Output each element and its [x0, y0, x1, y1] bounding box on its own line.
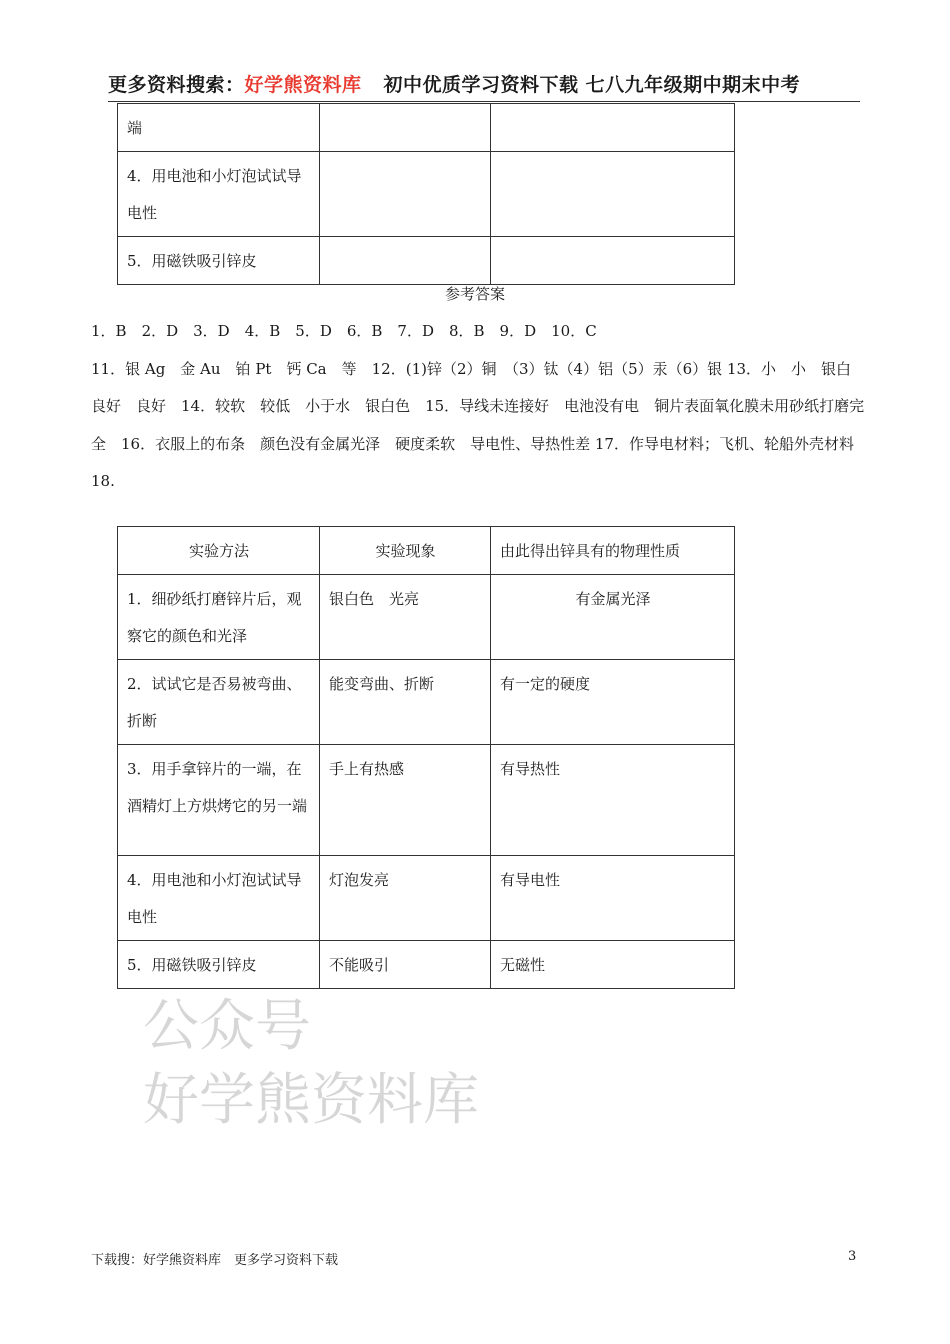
header-tagline: 初中优质学习资料下载 七八九年级期中期末中考: [383, 74, 801, 96]
header-search-label: 更多资料搜索：: [108, 74, 245, 96]
table-header-row: [118, 527, 735, 575]
page-number: 3: [848, 1249, 857, 1264]
table-cell: 4．用电池和小灯泡试试导电性: [118, 856, 320, 941]
table-row: [118, 104, 735, 152]
table-cell: 有导电性: [491, 856, 735, 941]
table-cell: 3．用手拿锌片的一端，在酒精灯上方烘烤它的另一端: [118, 745, 320, 856]
table-cell: [491, 237, 735, 285]
table-cell: [320, 237, 491, 285]
page-header: [108, 70, 860, 97]
table-cell: 2．试试它是否易被弯曲、折断: [118, 660, 320, 745]
table-cell: 有导热性: [491, 745, 735, 856]
table-cell: 5．用磁铁吸引锌皮: [118, 237, 320, 285]
table-row: [118, 941, 735, 989]
table-row: [118, 152, 735, 237]
answer-line: 18.: [91, 472, 115, 490]
table-header-cell: 实验方法: [118, 527, 320, 575]
table-header-cell: 实验现象: [320, 527, 491, 575]
table-cell: 端: [118, 104, 320, 152]
table-header-cell: 由此得出锌具有的物理性质: [491, 527, 735, 575]
table-cell: 有一定的硬度: [491, 660, 735, 745]
table-cell: 5．用磁铁吸引锌皮: [118, 941, 320, 989]
table-cell: [491, 152, 735, 237]
table-row: [118, 856, 735, 941]
table-cell: 能变弯曲、折断: [320, 660, 491, 745]
answers-body: [91, 313, 866, 501]
table-cell: [320, 104, 491, 152]
answers-title: 参考答案: [444, 285, 505, 303]
table-cell: 无磁性: [491, 941, 735, 989]
table-row: [118, 660, 735, 745]
header-divider: [108, 101, 860, 102]
table-cell: [491, 104, 735, 152]
watermark-line: 公众号: [143, 994, 311, 1059]
table-cell: 有金属光泽: [491, 575, 735, 660]
answer-line: 11．银 Ag 金 Au 铂 Pt 钙 Ca 等 12．(1)锌（2）铜 （3）钛（4）铝（5）汞（6）银 13．小 小 银白 良好 良好 14．较软 较低 小于水 银白色 15．导线未连接好 电池没有电 铜片表面氧化膜未用砂纸打磨完全 16．衣服上的布条 颜色没有金属光泽 硬度柔软 导电性、导热性差 17．作导电材料；飞机、轮船外壳材料: [91, 359, 867, 453]
header-brand: 好学熊资料库: [244, 74, 362, 96]
continued-table: [117, 103, 735, 285]
table-cell: 4．用电池和小灯泡试试导电性: [118, 152, 320, 237]
table-cell: 银白色 光亮: [320, 575, 491, 660]
table-cell: 不能吸引: [320, 941, 491, 989]
table-row: [118, 575, 735, 660]
table-cell: 灯泡发亮: [320, 856, 491, 941]
table-cell: 1．细砂纸打磨锌片后，观察它的颜色和光泽: [118, 575, 320, 660]
watermark: [143, 990, 479, 1138]
answer-line: 1．B 2．D 3．D 4．B 5．D 6．B 7．D 8．B 9．D 10．C: [91, 322, 597, 340]
watermark-line: 好学熊资料库: [143, 1068, 479, 1133]
table-row: [118, 745, 735, 856]
experiment-table: [117, 526, 735, 989]
table-cell: 手上有热感: [320, 745, 491, 856]
footer-text: 下载搜：好学熊资料库 更多学习资料下载: [91, 1253, 339, 1268]
table-row: [118, 237, 735, 285]
table-cell: [320, 152, 491, 237]
